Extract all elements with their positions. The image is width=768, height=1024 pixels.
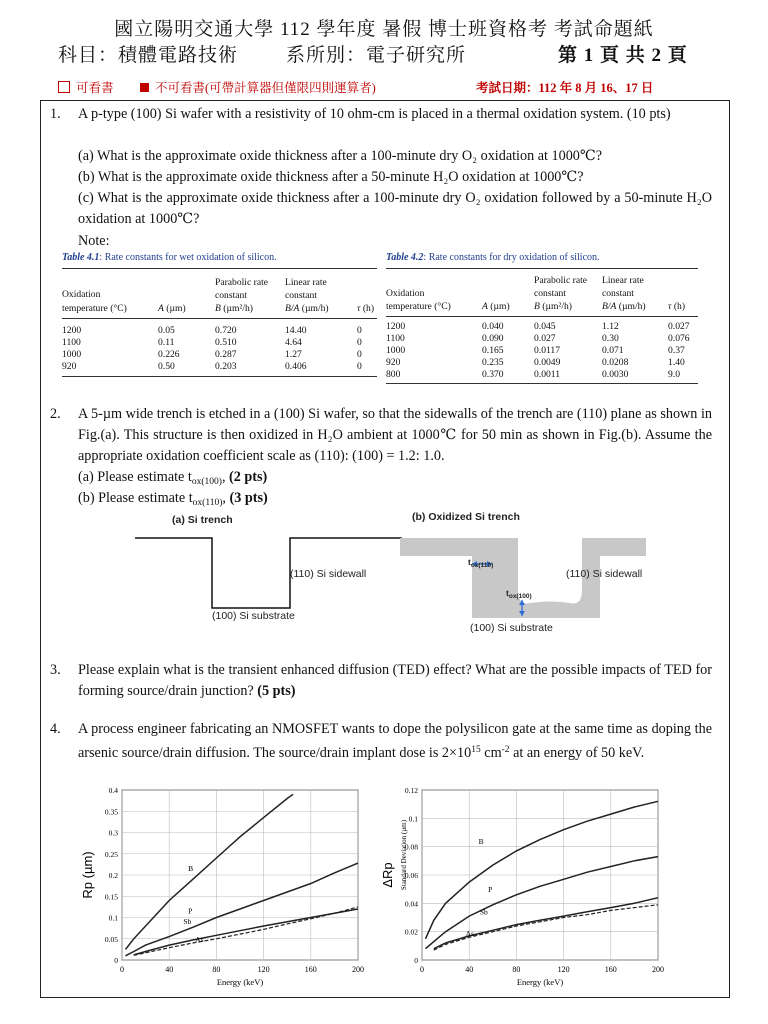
y-tick-label: 0.08 xyxy=(404,842,418,852)
y-axis-label: Rp (µm) xyxy=(80,851,95,899)
table-cell: 0.37 xyxy=(668,345,685,356)
table-header: B (µm²/h) xyxy=(215,303,253,314)
q4-number: 4. xyxy=(50,721,61,737)
q1-part-b: (b) What is the approximate oxide thickness after a 50-minute H₂O oxidation at 1000℃? xyxy=(78,169,584,185)
table-cell: 0.040 xyxy=(482,321,504,332)
table-cell: 0.720 xyxy=(215,325,237,336)
table-header: temperature (°C) xyxy=(62,303,127,314)
y-tick-label: 0.15 xyxy=(104,892,118,902)
y-axis-sublabel: Standard Deviation (µm) xyxy=(400,819,408,891)
table-cell: 0.05 xyxy=(158,325,175,336)
rp-chart xyxy=(78,780,378,990)
table-4-2-label: Table 4.2 xyxy=(386,252,424,263)
table-cell: 800 xyxy=(386,369,401,380)
table-header: A (µm) xyxy=(158,303,186,314)
y-axis-label: ΔRp xyxy=(380,862,395,888)
table-cell: 0.0049 xyxy=(534,357,561,368)
x-tick-label: 160 xyxy=(304,965,317,974)
y-tick-label: 0.4 xyxy=(108,786,118,795)
table-header: temperature (°C) xyxy=(386,301,451,312)
fig-a-title: (a) Si trench xyxy=(172,514,233,526)
delta-rp-chart xyxy=(378,780,678,990)
table-cell: 0.226 xyxy=(158,349,180,360)
table-cell: 1100 xyxy=(62,337,81,348)
y-tick-label: 0.35 xyxy=(104,807,118,817)
table-cell: 0.0011 xyxy=(534,369,561,380)
table-cell: 1000 xyxy=(386,345,406,356)
series-label-b: B xyxy=(478,836,484,846)
subject: 科目：積體電路技術 xyxy=(58,45,239,66)
fig-b-sidewall-label: (110) Si sidewall xyxy=(566,568,643,580)
table-header: Oxidation xyxy=(62,289,101,300)
table-header: τ (h) xyxy=(357,303,375,314)
series-label-p: P xyxy=(488,885,493,894)
q1-number: 1. xyxy=(50,106,61,122)
table-4-1-label: Table 4.1 xyxy=(62,252,100,263)
fig-b-tox100-label: $t_{ox(100)}$ xyxy=(506,588,532,600)
table-cell: 0.30 xyxy=(602,333,619,344)
q1-part-c xyxy=(78,188,712,230)
q3-number: 3. xyxy=(50,662,61,678)
table-rule xyxy=(386,383,698,384)
series-label-b: B xyxy=(188,863,194,873)
table-header: B/A (µm/h) xyxy=(602,301,646,312)
y-tick-label: 0.05 xyxy=(104,934,118,944)
table-rule xyxy=(386,268,698,269)
table-cell: 1100 xyxy=(386,333,405,344)
y-tick-label: 0.3 xyxy=(108,828,118,838)
table-header: Linear rate xyxy=(602,275,644,286)
table-header: Oxidation xyxy=(386,288,425,299)
table-cell: 1.27 xyxy=(285,349,302,360)
y-tick-label: 0 xyxy=(114,956,118,965)
y-tick-label: 0 xyxy=(414,956,418,965)
y-tick-label: 0.2 xyxy=(108,871,118,880)
table-cell: 920 xyxy=(62,361,77,372)
table-header: constant xyxy=(602,288,634,299)
table-rule xyxy=(386,316,698,317)
table-cell: 0.406 xyxy=(285,361,307,372)
x-axis-label: Energy (keV) xyxy=(516,977,564,987)
open-book-label: 可看書 xyxy=(76,81,114,95)
table-cell: 0.071 xyxy=(602,345,624,356)
x-tick-label: 40 xyxy=(465,965,474,974)
table-4-2 xyxy=(386,252,698,382)
x-axis-label: Energy (keV) xyxy=(216,977,264,987)
table-4-1 xyxy=(62,252,377,382)
table-4-2-caption xyxy=(386,252,600,263)
table-cell: 1200 xyxy=(62,325,82,336)
table-header: Linear rate xyxy=(285,277,327,288)
x-tick-label: 160 xyxy=(604,965,617,974)
table-cell: 4.64 xyxy=(285,337,302,348)
table-cell: 0.0208 xyxy=(602,357,629,368)
table-cell: 0.287 xyxy=(215,349,237,360)
table-4-2-caption-text: : Rate constants for dry oxidation of silicon. xyxy=(423,252,600,263)
table-cell: 0.027 xyxy=(668,321,690,332)
table-cell: 0 xyxy=(357,337,362,348)
q2-part-a: (a) Please estimate $t_{ox(100)}$, (2 pts) xyxy=(78,469,268,487)
x-tick-label: 80 xyxy=(212,965,221,974)
y-tick-label: 0.02 xyxy=(404,927,418,937)
fig-b-substrate-label: (100) Si substrate xyxy=(470,622,553,634)
q4-text: A process engineer fabricating an NMOSFET wants to dope the polysilicon gate at the same time as doping the arsenic source/drain diffusion. The source/drain implant dose is $2\times 10^{15}$ $cm^{-2}$ at an energy of 50 keV. xyxy=(78,721,712,761)
x-tick-label: 200 xyxy=(652,965,664,974)
table-cell: 0 xyxy=(357,361,362,372)
exam-date: 考試日期：112 年 8 月 16、17 日 xyxy=(476,81,654,95)
table-cell: 0.090 xyxy=(482,333,504,344)
open-book-option xyxy=(58,78,114,96)
table-4-1-caption xyxy=(62,252,277,263)
y-tick-label: 0.12 xyxy=(404,786,418,795)
table-header: A (µm) xyxy=(482,301,510,312)
series-label-as: As xyxy=(195,935,204,945)
exam-title: 國立陽明交通大學 112 學年度 暑假 博士班資格考 考試命題紙 xyxy=(114,19,654,40)
table-cell: 0 xyxy=(357,349,362,360)
x-tick-label: 0 xyxy=(120,965,124,974)
closed-book-option xyxy=(140,78,376,96)
table-header: B (µm²/h) xyxy=(534,301,572,312)
table-header: B/A (µm/h) xyxy=(285,303,329,314)
table-cell: 0.11 xyxy=(158,337,175,348)
table-cell: 0.0030 xyxy=(602,369,629,380)
table-4-1-caption-text: : Rate constants for wet oxidation of silicon. xyxy=(99,252,277,263)
table-cell: 0.203 xyxy=(215,361,237,372)
q2-part-b: (b) Please estimate $t_{ox(110)}$, (3 pts) xyxy=(78,490,268,508)
q1-note: Note: xyxy=(78,233,110,249)
fig-b-title: (b) Oxidized Si trench xyxy=(412,511,520,523)
checkbox-empty-icon xyxy=(58,81,70,93)
y-tick-label: 0.04 xyxy=(404,899,418,909)
table-header: Parabolic rate xyxy=(534,275,588,286)
table-cell: 1.12 xyxy=(602,321,619,332)
y-tick-label: 0.06 xyxy=(404,871,418,880)
table-cell: 0.076 xyxy=(668,333,690,344)
q1-part-c-text: (c) What is the approximate oxide thickness after a 100-minute dry O₂ oxidation followed by a 50-minute H₂O oxidation at 1000℃? xyxy=(78,190,712,227)
q2-number: 2. xyxy=(50,406,61,422)
series-label-sb: Sb xyxy=(183,916,192,926)
series-label-sb: Sb xyxy=(479,907,488,917)
table-cell: 14.40 xyxy=(285,325,307,336)
table-cell: 0.0117 xyxy=(534,345,561,356)
table-rule xyxy=(62,376,377,377)
series-label-as: As xyxy=(465,928,475,938)
checkbox-filled-icon xyxy=(140,83,149,92)
table-header: constant xyxy=(285,290,317,301)
table-header: Parabolic rate xyxy=(215,277,269,288)
table-cell: 9.0 xyxy=(668,369,680,380)
table-rule xyxy=(62,318,377,319)
x-tick-label: 0 xyxy=(420,965,424,974)
table-cell: 1200 xyxy=(386,321,406,332)
table-header: constant xyxy=(534,288,566,299)
fig-a-substrate-label: (100) Si substrate xyxy=(212,610,295,622)
table-rule xyxy=(62,268,377,269)
table-header: τ (h) xyxy=(668,301,686,312)
q2-text: A 5-µm wide trench is etched in a (100) Si wafer, so that the sidewalls of the trench are (110) plane as shown in Fig.(a). This structure is then oxidized in H₂O ambient at 1000℃ for 50 min as shown in Fig.(b). Assume the appropriate oxidation coefficient scale as (110): (100) = 1.2: 1.0. xyxy=(78,406,712,464)
table-cell: 0.165 xyxy=(482,345,504,356)
table-cell: 0.235 xyxy=(482,357,504,368)
x-tick-label: 200 xyxy=(352,965,364,974)
q1-part-a: (a) What is the approximate oxide thickness after a 100-minute dry O₂ oxidation at 1000℃? xyxy=(78,148,603,164)
table-cell: 0.027 xyxy=(534,333,556,344)
y-tick-label: 0.1 xyxy=(108,913,118,923)
x-tick-label: 120 xyxy=(257,965,270,974)
table-cell: 1000 xyxy=(62,349,82,360)
x-tick-label: 80 xyxy=(512,965,521,974)
fig-b-tox110-label: $t_{ox(110)}$ xyxy=(468,557,494,569)
table-cell: 1.40 xyxy=(668,357,685,368)
table-cell: 0.370 xyxy=(482,369,504,380)
table-cell: 920 xyxy=(386,357,401,368)
table-header: constant xyxy=(215,290,247,301)
table-cell: 0.045 xyxy=(534,321,556,332)
page-number: 第 1 頁 共 2 頁 xyxy=(558,45,688,66)
closed-book-label: 不可看書(可帶計算器但僅限四則運算者) xyxy=(155,81,376,95)
q1-intro: A p-type (100) Si wafer with a resistivity of 10 ohm-cm is placed in a thermal oxidation system. (10 pts) xyxy=(78,106,671,122)
x-tick-label: 40 xyxy=(165,965,174,974)
x-tick-label: 120 xyxy=(557,965,570,974)
y-tick-label: 0.1 xyxy=(408,814,418,824)
q3-text: Please explain what is the transient enhanced diffusion (TED) effect? What are the possible impacts of TED for forming source/drain junction? (5 pts) xyxy=(78,662,712,699)
table-cell: 0.510 xyxy=(215,337,237,348)
y-tick-label: 0.25 xyxy=(104,849,118,859)
table-cell: 0 xyxy=(357,325,362,336)
table-cell: 0.50 xyxy=(158,361,175,372)
series-label-p: P xyxy=(188,906,193,916)
fig-a-sidewall-label: (110) Si sidewall xyxy=(290,568,367,580)
department: 系所別：電子研究所 xyxy=(286,45,467,66)
